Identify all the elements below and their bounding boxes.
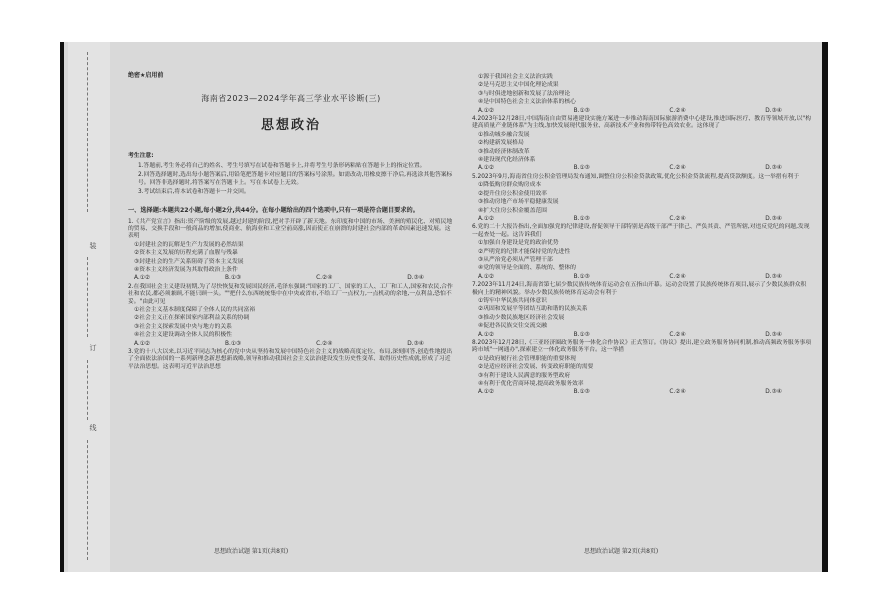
question [472, 74, 812, 115]
option: C.②④ [316, 275, 333, 282]
question [472, 224, 812, 281]
choice-item: ③推动房地产市场平稳健康发展 [478, 199, 559, 206]
option: D.③④ [765, 165, 782, 172]
secret-mark: 绝密★启用前 [128, 72, 164, 79]
option: D.③④ [765, 331, 782, 338]
choice-item: ①铸牢中华民族共同体意识 [478, 297, 547, 304]
answer-options [472, 216, 812, 223]
choice-item: ④有利于优化营商环境,提高政务服务效率 [478, 381, 584, 388]
gutter-line [87, 360, 88, 420]
choice-item: ①是政府履行社会管理职能的重要体现 [478, 355, 576, 362]
choice-item: ④促进各民族交往交流交融 [478, 323, 547, 330]
question-stem: 2.在我国社会主义建设初期,为了尽快恢复和发展国民经济,毛泽东强调:"国家的工厂、国家的工人、工厂和工人,国家和农民,合作社和农民,都必须兼顾,不能只顾一头。""把什么东西统统集中在中央或省市,不给工厂一点权力,一点机动的余地,一点利益,恐怕不妥。"由此可见 [128, 283, 453, 305]
question [128, 349, 454, 371]
choice-item: ④扩大住房公积金覆盖范围 [478, 207, 547, 214]
choice-item: ④建设现代化经济体系 [478, 157, 536, 164]
question [472, 174, 812, 223]
question-stem: 4.2023年12月28日,中国海南自由贸易港建设实施方案进一步推动海南国际旅游消费中心建设,推进国际医疗、教育等领域开放,以"构建高质量产业链体系"为主线,加快发展现代服务业、高新技术产业和热带特色高效农业。这体现了 [472, 116, 811, 130]
left-page-column [128, 72, 454, 372]
choice-item: ②构建新发展格局 [478, 140, 524, 147]
answer-options [128, 275, 454, 282]
subject-title: 思想政治 [260, 117, 321, 133]
exam-title: 海南省2023—2024学年高三学业水平诊断(三) [201, 93, 381, 103]
option: B.①③ [225, 275, 242, 282]
choice-item: ④是中国特色社会主义法治体系的核心 [478, 99, 576, 106]
option: A.①② [478, 107, 495, 114]
gutter-line [87, 52, 88, 212]
gutter-line [87, 257, 88, 337]
answer-options [472, 389, 812, 396]
section-heading: 一、选择题:本题共22小题,每小题2分,共44分。在每小题给出的四个选项中,只有一项是符合题目要求的。 [128, 206, 419, 214]
choice-item: ③与时俱进地创新和发展了法治理论 [478, 90, 571, 97]
choice-item: ②是适应经济社会发展、转变政府职能的需要 [478, 364, 594, 371]
question-stem: 7.2023年11月24日,海南省第七届少数民族传统体育运动会在五指山开幕。运动会设置了民族传统体育项目,展示了少数民族群众积极向上的精神风貌。举办少数民族传统体育运动会有利于 [472, 282, 807, 296]
choice-item: ①封建社会的瓦解是生产力发展的必然结果 [134, 241, 244, 248]
answer-options [128, 341, 454, 348]
answer-options [472, 274, 812, 281]
option: A.①② [478, 331, 495, 338]
right-page-column [472, 74, 812, 398]
left-black-band [60, 42, 64, 572]
answer-options [472, 165, 812, 172]
choice-item: ④资本主义经济发展为其取得政治上条件 [134, 266, 238, 273]
answer-options [472, 108, 812, 115]
option: A.①② [478, 215, 495, 222]
choice-item: ②提升住房公积金使用效率 [478, 190, 547, 197]
option: C.②④ [669, 107, 686, 114]
option: B.①③ [573, 273, 590, 280]
choice-item: ①推动城乡融合发展 [478, 131, 530, 138]
option: D.③④ [765, 107, 782, 114]
choice-item: ③社会主义探索发展中央与地方的关系 [134, 323, 232, 330]
notice-item: 3.考试结束后,将本试卷和答题卡一并交回。 [138, 189, 250, 196]
choice-item: ④党的领导是全面的、系统的、整体的 [478, 265, 576, 272]
gutter-label: 装 [89, 242, 97, 249]
question-stem: 8.2023年12月28日,《三亚经济圈政务服务一体化合作协议》正式签订。《协议》提出,建立政务服务协同机制,推动高频政务服务事项跨市域"一网通办",探索建立一体化政务服务平台。这一举措 [472, 340, 812, 354]
option: D.③④ [765, 389, 782, 396]
notice-item: 2.回答选择题时,选出每小题答案后,用铅笔把答题卡对应题目的答案标号涂黑。如需改动,用橡皮擦干净后,再选涂其他答案标号。回答非选择题时,将答案写在答题卡上。写在本试卷上无效。 [138, 172, 453, 186]
gutter-label: 线 [89, 424, 97, 431]
option: A.①② [134, 275, 151, 282]
option: B.①③ [573, 389, 590, 396]
gutter-line [87, 440, 88, 560]
binding-gutter [68, 42, 110, 572]
option: C.②④ [669, 165, 686, 172]
option: C.②④ [316, 340, 333, 347]
choice-item: ②是马克思主义中国化理论成果 [478, 82, 559, 89]
choice-item: ①社会主义基本制度保障了全体人民的共同富裕 [134, 306, 256, 313]
choice-item: ①源于我国社会主义法治实践 [478, 74, 553, 80]
option: C.②④ [669, 215, 686, 222]
option: D.③④ [407, 275, 424, 282]
notice-heading: 考生注意: [128, 152, 154, 159]
option: C.②④ [669, 331, 686, 338]
question-stem: 5.2023年9月,海南省住房公积金管理局发布通知,调整住房公积金贷款政策,优化公积金贷款流程,提高贷款额度。这一举措有利于 [472, 173, 799, 180]
choice-item: ②严明党的纪律才能保持党的先进性 [478, 248, 571, 255]
question-stem: 6.党的二十大报告指出,全面加强党的纪律建设,督促领导干部特别是高级干部严于律己、严负其责、严管所辖,对违反党纪的问题,发现一起查处一起。这告诉我们 [472, 224, 810, 238]
option: D.③④ [765, 215, 782, 222]
option: B.①③ [573, 215, 590, 222]
option: A.①② [134, 340, 151, 347]
notice-item: 1.答题前,考生务必将自己的姓名、考生号填写在试卷和答题卡上,并将考生号条形码粘贴在答题卡上的指定位置。 [138, 162, 426, 169]
choice-item: ②资本主义发展的历程充满了血腥与残暴 [134, 250, 238, 257]
page-footer-left: 思想政治试题 第1页(共8页) [214, 548, 289, 555]
option: C.②④ [669, 273, 686, 280]
question [472, 282, 812, 339]
choice-item: ②巩固和发展平等团结互助和谐的民族关系 [478, 306, 588, 313]
choice-item: ②社会主义正在探索国家内部利益关系的协调 [134, 315, 250, 322]
question [472, 340, 812, 397]
option: A.①② [478, 165, 495, 172]
page-footer-right: 思想政治试题 第2页(共8页) [584, 548, 659, 555]
option: B.①③ [573, 165, 590, 172]
option: D.③④ [407, 340, 424, 347]
option: B.①③ [573, 331, 590, 338]
choice-item: ③有利于建设人民满意的服务型政府 [478, 372, 571, 379]
question [128, 219, 454, 283]
answer-options [472, 332, 812, 339]
scanned-exam-sheet [60, 42, 828, 572]
option: A.①② [478, 389, 495, 396]
option: B.①③ [225, 340, 242, 347]
gutter-label: 订 [89, 344, 97, 351]
question [128, 284, 454, 348]
choice-item: ①降低购房群众购房成本 [478, 182, 542, 189]
option: C.②④ [669, 389, 686, 396]
choice-item: ③封建社会的生产关系阻碍了资本主义发展 [134, 258, 244, 265]
option: D.③④ [765, 273, 782, 280]
choice-item: ④社会主义建设调动全体人民的积极性 [134, 332, 232, 339]
question [472, 116, 812, 173]
choice-item: ③从严治党必须从严管理干部 [478, 256, 553, 263]
option: A.①② [478, 273, 495, 280]
choice-item: ③推动少数民族地区经济社会发展 [478, 314, 565, 321]
option: B.①③ [573, 107, 590, 114]
choice-item: ①加强自身建设是党的政治优势 [478, 240, 559, 247]
question-stem: 1.《共产党宣言》指出:资产阶级的发展,越过封建的阶段,把对手开辟了新天地。东印度和中国的市场、美洲的殖民化、对殖民地的贸易、交换手段和一般商品的增加,使商业、航海业和工业空前高涨,因而使正在崩溃的封建社会内部的革命因素迅速发展。这表明 [128, 218, 453, 240]
choice-item: ③推动经济体制改革 [478, 148, 530, 155]
question-stem: 3.党的十八大以来,以习近平同志为核心的党中央从坚持和发展中国特色社会主义的战略高度定位、布局,深刻回答,创造性地提出了全面依法治国的一系列新理念新思想新战略,领导和推动我国社会主义法治建设发生历史性变革、取得历史性成就,形成了习近平法治思想。这表明习近平法治思想 [128, 349, 453, 370]
